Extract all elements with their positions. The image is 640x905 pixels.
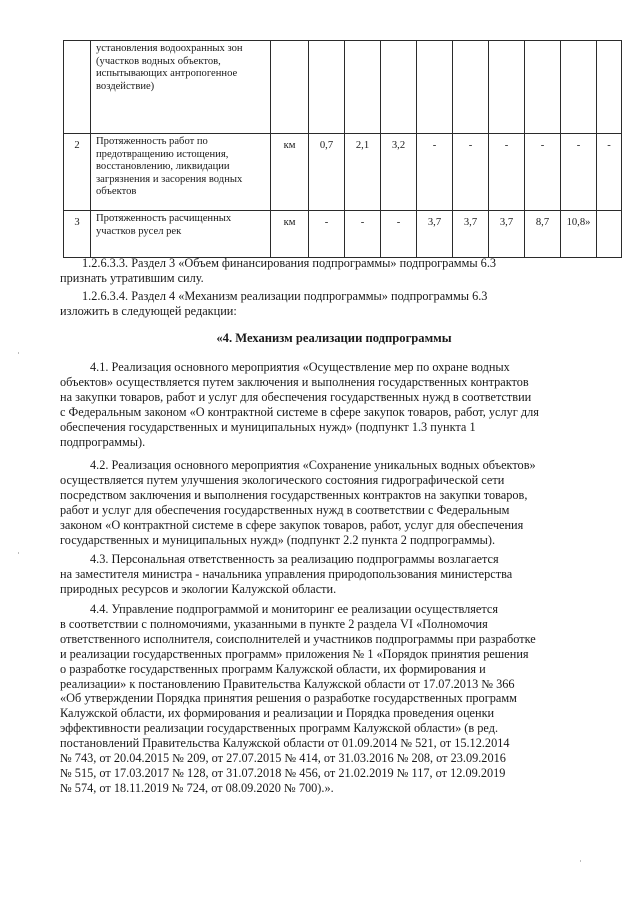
text-line: природных ресурсов и экологии Калужской области. [60, 581, 337, 596]
value-cell [345, 41, 381, 134]
row-number: 2 [64, 134, 91, 211]
text-line: постановлений Правительства Калужской области от 01.09.2014 № 521, от 15.12.2014 [60, 736, 510, 751]
text-line: 4.2. Реализация основного мероприятия «Сохранение уникальных водных объектов» [90, 458, 536, 472]
value-cell [453, 41, 489, 134]
text-line: государственных и муниципальных нужд» (подпункт 2.2 пункта 2 подпрограммы). [60, 532, 496, 547]
text-line: 4.3. Персональная ответственность за реализацию подпрограммы возлагается [90, 552, 499, 566]
paragraph-1-2-6-3-3 [60, 256, 608, 286]
paragraph-4-2 [60, 458, 608, 547]
text-line: № 743, от 20.04.2015 № 209, от 27.07.2015 № 414, от 31.03.2016 № 208, от 23.09.2016 [60, 751, 506, 766]
text-line: и реализации государственных программ» приложения № 1 «Порядок принятия решения [60, 646, 529, 661]
text-line: о разработке государственных программ Калужской области, их формирования и [60, 661, 486, 676]
value-cell [561, 41, 597, 134]
value-cell: 0,7 [309, 134, 345, 211]
text-line: 1.2.6.3.4. Раздел 4 «Механизм реализации подпрограммы» подпрограммы 6.3 [82, 289, 488, 303]
value-cell [597, 211, 622, 258]
value-cell [597, 41, 622, 134]
unit-cell [271, 41, 309, 134]
value-cell: - [381, 211, 417, 258]
text-line: 1.2.6.3.3. Раздел 3 «Объем финансирования подпрограммы» подпрограммы 6.3 [82, 256, 497, 270]
table-row [64, 134, 622, 211]
text-line: эффективности реализации государственных программ Калужской области» (в ред. [60, 721, 499, 736]
value-cell [489, 41, 525, 134]
text-line: ответственного исполнителя, соисполнителей и участников подпрограммы при разработке [60, 631, 536, 646]
value-cell [381, 41, 417, 134]
text-line: 4.4. Управление подпрограммой и мониторинг ее реализации осуществляется [90, 602, 498, 616]
table-row [64, 211, 622, 258]
text-line: с Федеральным законом «О контрактной системе в сфере закупок товаров, работ, услуг для [60, 404, 539, 419]
unit-cell: км [271, 134, 309, 211]
paragraph-4-4 [60, 602, 608, 796]
value-cell: 8,7 [525, 211, 561, 258]
value-cell: 3,7 [417, 211, 453, 258]
text-line: реализации» к постановлению Правительства Калужской области от 17.07.2013 № 366 [60, 676, 515, 691]
unit-cell: км [271, 211, 309, 258]
text-line: изложить в следующей редакции: [60, 303, 237, 318]
text-line: на заместителя министра - начальника управления природопользования министерства [60, 566, 513, 581]
value-cell [525, 41, 561, 134]
value-cell: - [345, 211, 381, 258]
text-line: объектов» осуществляется путем заключения и выполнения государственных контрактов [60, 374, 529, 389]
indicator-name: Протяженность работ по предотвращению истощения, восстановлению, ликвидации загрязнения и засорения водных объектов [91, 134, 271, 211]
text-line: 4.1. Реализация основного мероприятия «Осуществление мер по охране водных [90, 360, 510, 374]
value-cell [417, 41, 453, 134]
value-cell: 2,1 [345, 134, 381, 211]
row-number: 3 [64, 211, 91, 258]
text-line: обеспечения государственных и муниципальных нужд» (подпункт 1.3 пункта 1 [60, 419, 476, 434]
text-line: Калужской области, их формирования и реализации и Порядка проведения оценки [60, 706, 495, 721]
scan-speck [18, 552, 19, 554]
value-cell: 10,8» [561, 211, 597, 258]
text-line: посредством заключения и выполнения государственных контрактов на закупки товаров, [60, 487, 528, 502]
text-line: № 515, от 17.03.2017 № 128, от 31.07.2018 № 456, от 21.02.2019 № 117, от 12.09.2019 [60, 765, 506, 780]
value-cell: - [525, 134, 561, 211]
indicators-table [63, 40, 622, 258]
value-cell: 3,2 [381, 134, 417, 211]
indicator-name: Протяженность расчищенных участков русел рек [91, 211, 271, 258]
indicator-name: установления водоохранных зон (участков водных объектов, испытывающих антропогенное воздействие) [91, 41, 271, 134]
row-number [64, 41, 91, 134]
text-line: законом «О контрактной системе в сфере закупок товаров, работ, услуг для обеспечения [60, 517, 524, 532]
value-cell: - [309, 211, 345, 258]
scan-speck [580, 860, 581, 862]
text-line: № 574, от 18.11.2019 № 724, от 08.09.2020 № 700).». [60, 780, 334, 795]
text-line: работ и услуг для обеспечения государственных нужд в соответствии с Федеральным [60, 502, 510, 517]
section-heading: «4. Механизм реализации подпрограммы [216, 331, 452, 345]
text-line: «Об утверждении Порядка принятия решения о разработке государственных программ [60, 691, 517, 706]
text-line: подпрограммы). [60, 434, 146, 449]
text-line: осуществляется путем улучшения экологического состояния гидрографической сети [60, 472, 505, 487]
value-cell: - [453, 134, 489, 211]
paragraph-1-2-6-3-4 [60, 289, 608, 319]
text-line: на закупки товаров, работ и услуг для обеспечения государственных нужд в соответствии [60, 389, 532, 404]
value-cell: 3,7 [489, 211, 525, 258]
value-cell: - [417, 134, 453, 211]
value-cell: - [597, 134, 622, 211]
scan-speck [18, 352, 19, 354]
value-cell: 3,7 [453, 211, 489, 258]
paragraph-4-1 [60, 360, 608, 449]
text-line: в соответствии с полномочиями, указанными в пункте 2 раздела VI «Полномочия [60, 616, 488, 631]
value-cell [309, 41, 345, 134]
value-cell: - [561, 134, 597, 211]
paragraph-4-3 [60, 552, 608, 597]
table-row [64, 41, 622, 134]
value-cell: - [489, 134, 525, 211]
text-line: признать утратившим силу. [60, 270, 204, 285]
